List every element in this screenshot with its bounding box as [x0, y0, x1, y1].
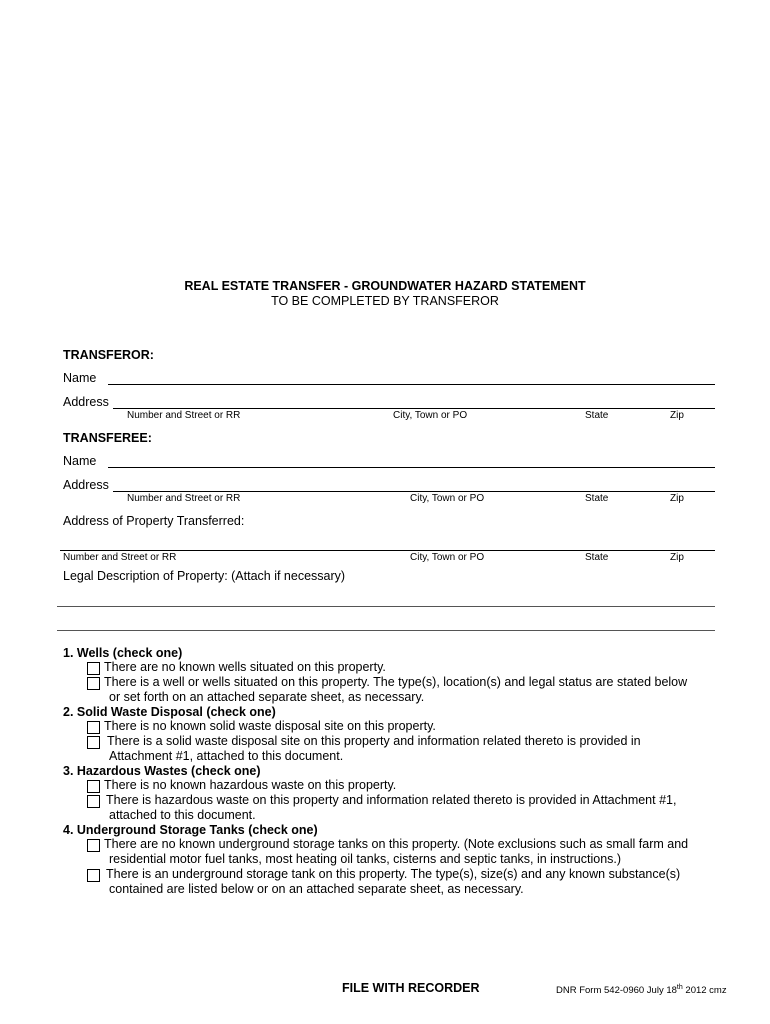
storage-tanks-present-text-1: There is an underground storage tank on this property. The type(s), size(s) and any known substance(s)	[106, 867, 681, 881]
transferor-street-caption: Number and Street or RR	[127, 410, 241, 421]
storage-tanks-none-checkbox[interactable]	[87, 839, 100, 852]
wells-heading: 1. Wells (check one)	[63, 646, 183, 660]
transferor-address-field[interactable]	[113, 408, 715, 409]
form-subtitle: TO BE COMPLETED BY TRANSFEROR	[271, 294, 499, 308]
solid-waste-present-checkbox[interactable]	[87, 736, 100, 749]
hazardous-waste-heading: 3. Hazardous Wastes (check one)	[63, 764, 261, 778]
legal-description-label: Legal Description of Property: (Attach if necessary)	[63, 569, 346, 583]
transferor-zip-caption: Zip	[670, 410, 684, 421]
wells-present-text-1: There is a well or wells situated on this property. The type(s), location(s) and legal status are stated below	[104, 675, 688, 689]
hazardous-waste-present-checkbox[interactable]	[87, 795, 100, 808]
transferee-name-field[interactable]	[108, 467, 715, 468]
property-address-field[interactable]	[60, 550, 715, 551]
transferee-heading: TRANSFEREE:	[63, 431, 152, 445]
solid-waste-none-text: There is no known solid waste disposal site on this property.	[104, 719, 436, 733]
solid-waste-present-text-2: Attachment #1, attached to this document.	[109, 749, 344, 763]
transferee-state-caption: State	[585, 493, 609, 504]
wells-present-checkbox[interactable]	[87, 677, 100, 690]
transferee-address-label: Address	[63, 478, 109, 492]
transferor-name-field[interactable]	[108, 384, 715, 385]
footer-form-suffix: 2012 cmz	[682, 985, 727, 997]
transferor-address-label: Address	[63, 395, 109, 409]
property-city-caption: City, Town or PO	[410, 552, 485, 563]
storage-tanks-none-text-2: residential motor fuel tanks, most heating oil tanks, cisterns and septic tanks, in instructions.)	[109, 852, 622, 866]
storage-tanks-present-checkbox[interactable]	[87, 869, 100, 882]
transferee-zip-caption: Zip	[670, 493, 684, 504]
transferor-state-caption: State	[585, 410, 609, 421]
wells-present-text-2: or set forth on an attached separate sheet, as necessary.	[109, 690, 425, 704]
storage-tanks-present-text-2: contained are listed below or on an attached separate sheet, as necessary.	[109, 882, 524, 896]
transferor-heading: TRANSFEROR:	[63, 348, 154, 362]
property-zip-caption: Zip	[670, 552, 684, 563]
storage-tanks-none-text-1: There are no known underground storage tanks on this property. (Note exclusions such as small farm and	[104, 837, 689, 851]
transferee-street-caption: Number and Street or RR	[127, 493, 241, 504]
footer-file-with-recorder: FILE WITH RECORDER	[342, 981, 480, 995]
footer-form-sup: th	[676, 984, 683, 991]
transferor-name-label: Name	[63, 371, 97, 385]
hazardous-waste-present-text-2: attached to this document.	[109, 808, 256, 822]
wells-none-text: There are no known wells situated on this property.	[104, 660, 386, 674]
hazardous-waste-present-text-1: There is hazardous waste on this property and information related thereto is provided in Attachment #1,	[106, 793, 677, 807]
property-address-label: Address of Property Transferred:	[63, 514, 245, 528]
wells-none-checkbox[interactable]	[87, 662, 100, 675]
property-street-caption: Number and Street or RR	[63, 552, 177, 563]
storage-tanks-heading: 4. Underground Storage Tanks (check one)	[63, 823, 318, 837]
property-state-caption: State	[585, 552, 609, 563]
transferee-city-caption: City, Town or PO	[410, 493, 485, 504]
footer-form-number	[556, 984, 727, 996]
legal-description-line-2[interactable]	[57, 630, 715, 631]
solid-waste-present-text-1: There is a solid waste disposal site on this property and information related thereto is provided in	[107, 734, 641, 748]
transferor-city-caption: City, Town or PO	[393, 410, 468, 421]
transferee-name-label: Name	[63, 454, 97, 468]
hazardous-waste-none-checkbox[interactable]	[87, 780, 100, 793]
form-title: REAL ESTATE TRANSFER - GROUNDWATER HAZARD STATEMENT	[184, 279, 586, 293]
transferee-address-field[interactable]	[113, 491, 715, 492]
footer-form-prefix: DNR Form 542-0960 July 18	[556, 985, 677, 997]
legal-description-line-1[interactable]	[57, 606, 715, 607]
hazardous-waste-none-text: There is no known hazardous waste on this property.	[104, 778, 397, 792]
solid-waste-none-checkbox[interactable]	[87, 721, 100, 734]
solid-waste-heading: 2. Solid Waste Disposal (check one)	[63, 705, 276, 719]
